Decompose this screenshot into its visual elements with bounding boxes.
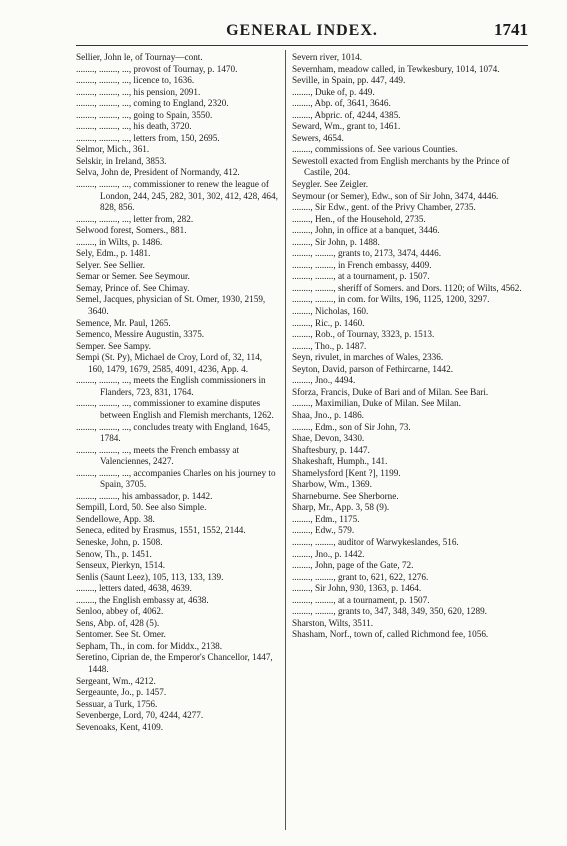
index-entry: ........, Sir John, 930, 1363, p. 1464.: [292, 583, 422, 594]
index-entry: Sergeant, Wm., 4212.: [76, 675, 156, 686]
index-entry: ........, John, page of the Gate, 72.: [292, 560, 414, 571]
index-entry: ........, ........, ..., provost of Tournay, p. 1470.: [76, 63, 238, 74]
index-entry: Sergeaunte, Jo., p. 1457.: [76, 687, 167, 698]
index-entry: Senow, Th., p. 1451.: [76, 548, 152, 559]
index-entry: Sewestoll exacted from English merchants by the Prince of Castile, 204.: [292, 155, 510, 178]
index-entry: ........, ........, ..., meets the French embassy at Valenciennes, 2427.: [76, 444, 240, 467]
index-entry: Semar or Semer. See Seymour.: [76, 271, 190, 282]
index-entry: ........, letters dated, 4638, 4639.: [76, 583, 192, 594]
index-entry: ........, John, in office at a banquet, 3446.: [292, 225, 440, 236]
index-entry: ........, Duke of, p. 449.: [292, 86, 375, 97]
index-entry: Sewers, 4654.: [292, 132, 344, 143]
index-entry: ........, ........, his ambassador, p. 1442.: [76, 490, 213, 501]
index-entry: Sharneburne. See Sherborne.: [292, 490, 399, 501]
index-entry: Seyn, rivulet, in marches of Wales, 2336.: [292, 352, 444, 363]
index-entry: ........, ........, ..., accompanies Charles on his journey to Spain, 3705.: [76, 467, 276, 490]
index-entry: ........, Jno., p. 1442.: [292, 548, 365, 559]
index-entry: ........, ........, ..., meets the English commissioners in Flanders, 723, 831, 1764.: [76, 375, 266, 397]
index-entry: Selva, John de, President of Normandy, 412.: [76, 167, 240, 178]
index-entry: ........, commissions of. See various Counties.: [292, 144, 458, 155]
index-entry: ........, the English embassy at, 4638.: [76, 594, 209, 605]
page-header: [76, 20, 528, 42]
index-entry: Severn river, 1014.: [292, 52, 363, 62]
index-entry: ........, ........, at a tournament, p. 1507.: [292, 271, 430, 282]
index-entry: Sempi (St. Py), Michael de Croy, Lord of, 32, 114, 160, 1479, 1679, 2585, 4091, 4236, App. 4.: [76, 352, 263, 374]
index-entry: ........, ........, auditor of Warwykeslandes, 516.: [292, 536, 459, 547]
index-entry: Semay, Prince of. See Chimay.: [76, 282, 190, 293]
column-divider: [285, 50, 286, 830]
index-entry: ........, Abpric. of, 4244, 4385.: [292, 109, 401, 120]
index-entry: Seygler. See Zeigler.: [292, 179, 369, 190]
index-entry: ........, Nicholas, 160.: [292, 306, 369, 317]
index-entry: ........, ........, ..., going to Spain, 3550.: [76, 109, 213, 120]
index-entry: Shamelysford [Kent ?], 1199.: [292, 467, 401, 478]
index-entry: Seymour (or Semer), Edw., son of Sir John, 3474, 4446.: [292, 190, 499, 201]
index-entry: ........, ........, ..., commissioner to examine disputes between English and Flemish merchants, 1262.: [76, 398, 274, 420]
index-entry: Selyer. See Sellier.: [76, 259, 145, 270]
header-rule: [76, 45, 528, 46]
index-entry: Sharbow, Wm., 1369.: [292, 479, 372, 490]
index-entry: Sevenoaks, Kent, 4109.: [76, 721, 164, 732]
index-entry: ........, Jno., 4494.: [292, 375, 356, 386]
index-entry: Seyton, David, parson of Fethircarne, 1442.: [292, 363, 454, 374]
index-entry: ........, ........, grants to, 2173, 3474, 4446.: [292, 248, 442, 259]
index-entry: Sevenberge, Lord, 70, 4244, 4277.: [76, 710, 204, 721]
index-entry: Sepham, Th., in com. for Middx., 2138.: [76, 640, 223, 651]
left-column: [76, 52, 280, 733]
index-entry: Sessuar, a Turk, 1756.: [76, 698, 158, 709]
index-entry: Seretino, Ciprian de, the Emperor's Chancellor, 1447, 1448.: [76, 652, 273, 674]
index-entry: ........, Tho., p. 1487.: [292, 340, 367, 351]
index-entry: ........, ........, ..., concludes treaty with England, 1645, 1784.: [76, 421, 271, 444]
index-entry: ........, Edm., 1175.: [292, 513, 360, 524]
index-entry: Semel, Jacques, physician of St. Omer, 1930, 2159, 3640.: [76, 294, 266, 317]
index-entry: ........, Edm., son of Sir John, 73.: [292, 421, 411, 432]
index-entry: ........, ........, ..., coming to England, 2320.: [76, 98, 229, 109]
index-entry: Shakeshaft, Humph., 141.: [292, 456, 388, 467]
index-entry: ........, ........, ..., his death, 3720.: [76, 121, 192, 132]
index-entry: Semper. See Sampy.: [76, 340, 151, 351]
index-entry: Senloo, abbey of, 4062.: [76, 606, 164, 617]
index-entry: Sharp, Mr., App. 3, 58 (9).: [292, 502, 390, 513]
index-entry: Sendellowe, App. 38.: [76, 513, 155, 524]
index-entry: ........, Maximilian, Duke of Milan. See Milan.: [292, 398, 461, 409]
index-entry: Semenco, Messire Augustin, 3375.: [76, 329, 205, 340]
index-entry: ........, ........, ..., commissioner to renew the league of London, 244, 245, 282, 301, 302, 412, 428, 464, 828, 856.: [76, 179, 278, 213]
index-entry: Sens, Abp. of, 428 (5).: [76, 617, 160, 628]
index-entry: ........, ........, ..., letters from, 150, 2695.: [76, 132, 220, 143]
page-number: 1741: [494, 20, 528, 39]
running-title: GENERAL INDEX.: [226, 22, 378, 39]
index-entry: Semence, Mr. Paul, 1265.: [76, 317, 171, 328]
index-entry: ........, ........, ..., letter from, 282.: [76, 213, 194, 224]
index-entry: Sely, Edm., p. 1481.: [76, 248, 151, 259]
index-entry: Shaa, Jno., p. 1486.: [292, 409, 364, 420]
index-entry: ........, Rob., of Tournay, 3323, p. 1513.: [292, 329, 435, 340]
index-entry: Shaftesbury, p. 1447.: [292, 444, 370, 455]
index-entry: ........, Edw., 579.: [292, 525, 355, 536]
index-entry: Shasham, Norf., town of, called Richmond fee, 1056.: [292, 629, 489, 640]
index-entry: Seneske, John, p. 1508.: [76, 536, 163, 547]
index-entry: ........, Sir Edw., gent. of the Privy Chamber, 2735.: [292, 202, 476, 213]
index-entry: ........, in Wilts, p. 1486.: [76, 236, 163, 247]
index-entry: Seneca, edited by Erasmus, 1551, 1552, 2144.: [76, 525, 246, 536]
index-entry: Seward, Wm., grant to, 1461.: [292, 121, 401, 132]
index-entry: ........, ........, in com. for Wilts, 196, 1125, 1200, 3297.: [292, 294, 490, 305]
right-column: [292, 52, 522, 641]
index-entry: ........, ........, in French embassy, 4409.: [292, 259, 432, 270]
index-entry: ........, ........, ..., his pension, 2091.: [76, 86, 201, 97]
index-entry: Severnham, meadow called, in Tewkesbury, 1014, 1074.: [292, 63, 500, 74]
index-entry: ........, ........, ..., licence to, 1636.: [76, 75, 195, 86]
index-entry: Selwood forest, Somers., 881.: [76, 225, 187, 236]
index-entry: ........, ........, sheriff of Somers. and Dors. 1120; of Wilts, 4562.: [292, 282, 522, 293]
index-entry: ........, ........, grants to, 347, 348, 349, 350, 620, 1289.: [292, 606, 487, 617]
index-entry: Sentomer. See St. Omer.: [76, 629, 166, 640]
index-entry: Sforza, Francis, Duke of Bari and of Milan. See Bari.: [292, 386, 489, 397]
index-entry: Seville, in Spain, pp. 447, 449.: [292, 75, 406, 86]
index-entry: Sellier, John le, of Tournay—cont.: [76, 52, 203, 62]
index-entry: ........, ........, at a tournament, p. 1507.: [292, 594, 430, 605]
index-entry: Shae, Devon, 3430.: [292, 433, 365, 444]
index-entry: Selmor, Mich., 361.: [76, 144, 150, 155]
index-entry: ........, Abp. of, 3641, 3646.: [292, 98, 391, 109]
index-entry: Senlis (Saunt Leez), 105, 113, 133, 139.: [76, 571, 224, 582]
index-entry: ........, ........, grant to, 621, 622, 1276.: [292, 571, 429, 582]
index-entry: ........, Hen., of the Household, 2735.: [292, 213, 426, 224]
index-entry: Sempill, Lord, 50. See also Simple.: [76, 502, 207, 513]
index-entry: ........, Sir John, p. 1488.: [292, 236, 380, 247]
index-entry: Senseux, Pierkyn, 1514.: [76, 560, 166, 571]
index-entry: Sharston, Wilts, 3511.: [292, 617, 374, 628]
index-entry: Selskir, in Ireland, 3853.: [76, 155, 167, 166]
index-entry: ........, Ric., p. 1460.: [292, 317, 365, 328]
